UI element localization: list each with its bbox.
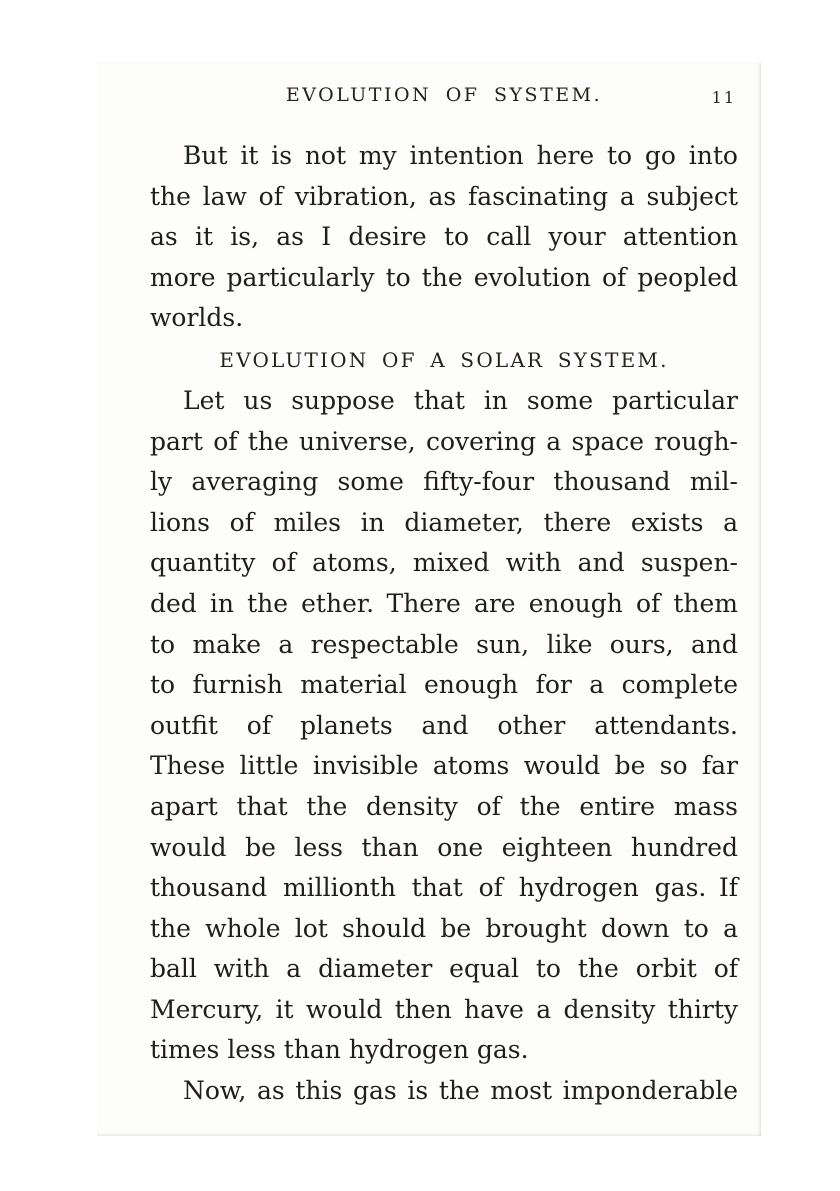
text-line: more particularly to the evolution of peopled	[150, 262, 738, 292]
text-line: lions of miles in diameter, there exists a	[150, 507, 738, 537]
text-line: the law of vibration, as fascinating a subject	[150, 181, 738, 211]
text-line: to make a respectable sun, like ours, and	[150, 629, 738, 659]
text-line: These little invisible atoms would be so far	[150, 751, 738, 781]
page-number: 11	[711, 88, 736, 107]
text-line: ded in the ether. There are enough of them	[150, 588, 738, 618]
paragraph	[150, 1071, 738, 1112]
text-line: ball with a diameter equal to the orbit of	[150, 954, 738, 984]
paragraph	[150, 136, 738, 339]
text-line: Let us suppose that in some particular	[183, 385, 738, 415]
page-header	[150, 84, 738, 112]
text-line: worlds.	[150, 303, 244, 333]
page-body	[150, 136, 738, 1112]
text-line: times less than hydrogen gas.	[150, 1035, 529, 1065]
text-line: apart that the density of the entire mass	[150, 791, 738, 821]
text-line: thousand millionth that of hydrogen gas. If	[150, 873, 738, 903]
paragraph	[150, 381, 738, 1071]
text-line: Mercury, it would then have a density thirty	[150, 994, 738, 1024]
text-line: quantity of atoms, mixed with and suspen-	[150, 548, 738, 578]
text-line: the whole lot should be brought down to a	[150, 913, 738, 943]
section-heading: EVOLUTION OF A SOLAR SYSTEM.	[219, 347, 669, 372]
text-line: But it is not my intention here to go into	[183, 141, 738, 170]
text-line: part of the universe, covering a space rough-	[150, 426, 738, 456]
text-line: would be less than one eighteen hundred	[150, 832, 738, 862]
text-line: to furnish material enough for a complete	[150, 670, 738, 700]
text-line: ly averaging some fifty-four thousand mil-	[150, 467, 738, 497]
text-line: outfit of planets and other attendants.	[150, 710, 738, 740]
text-line: Now, as this gas is the most imponderable	[183, 1076, 738, 1106]
text-line: as it is, as I desire to call your attention	[150, 222, 738, 252]
running-title: EVOLUTION OF SYSTEM.	[285, 84, 603, 106]
